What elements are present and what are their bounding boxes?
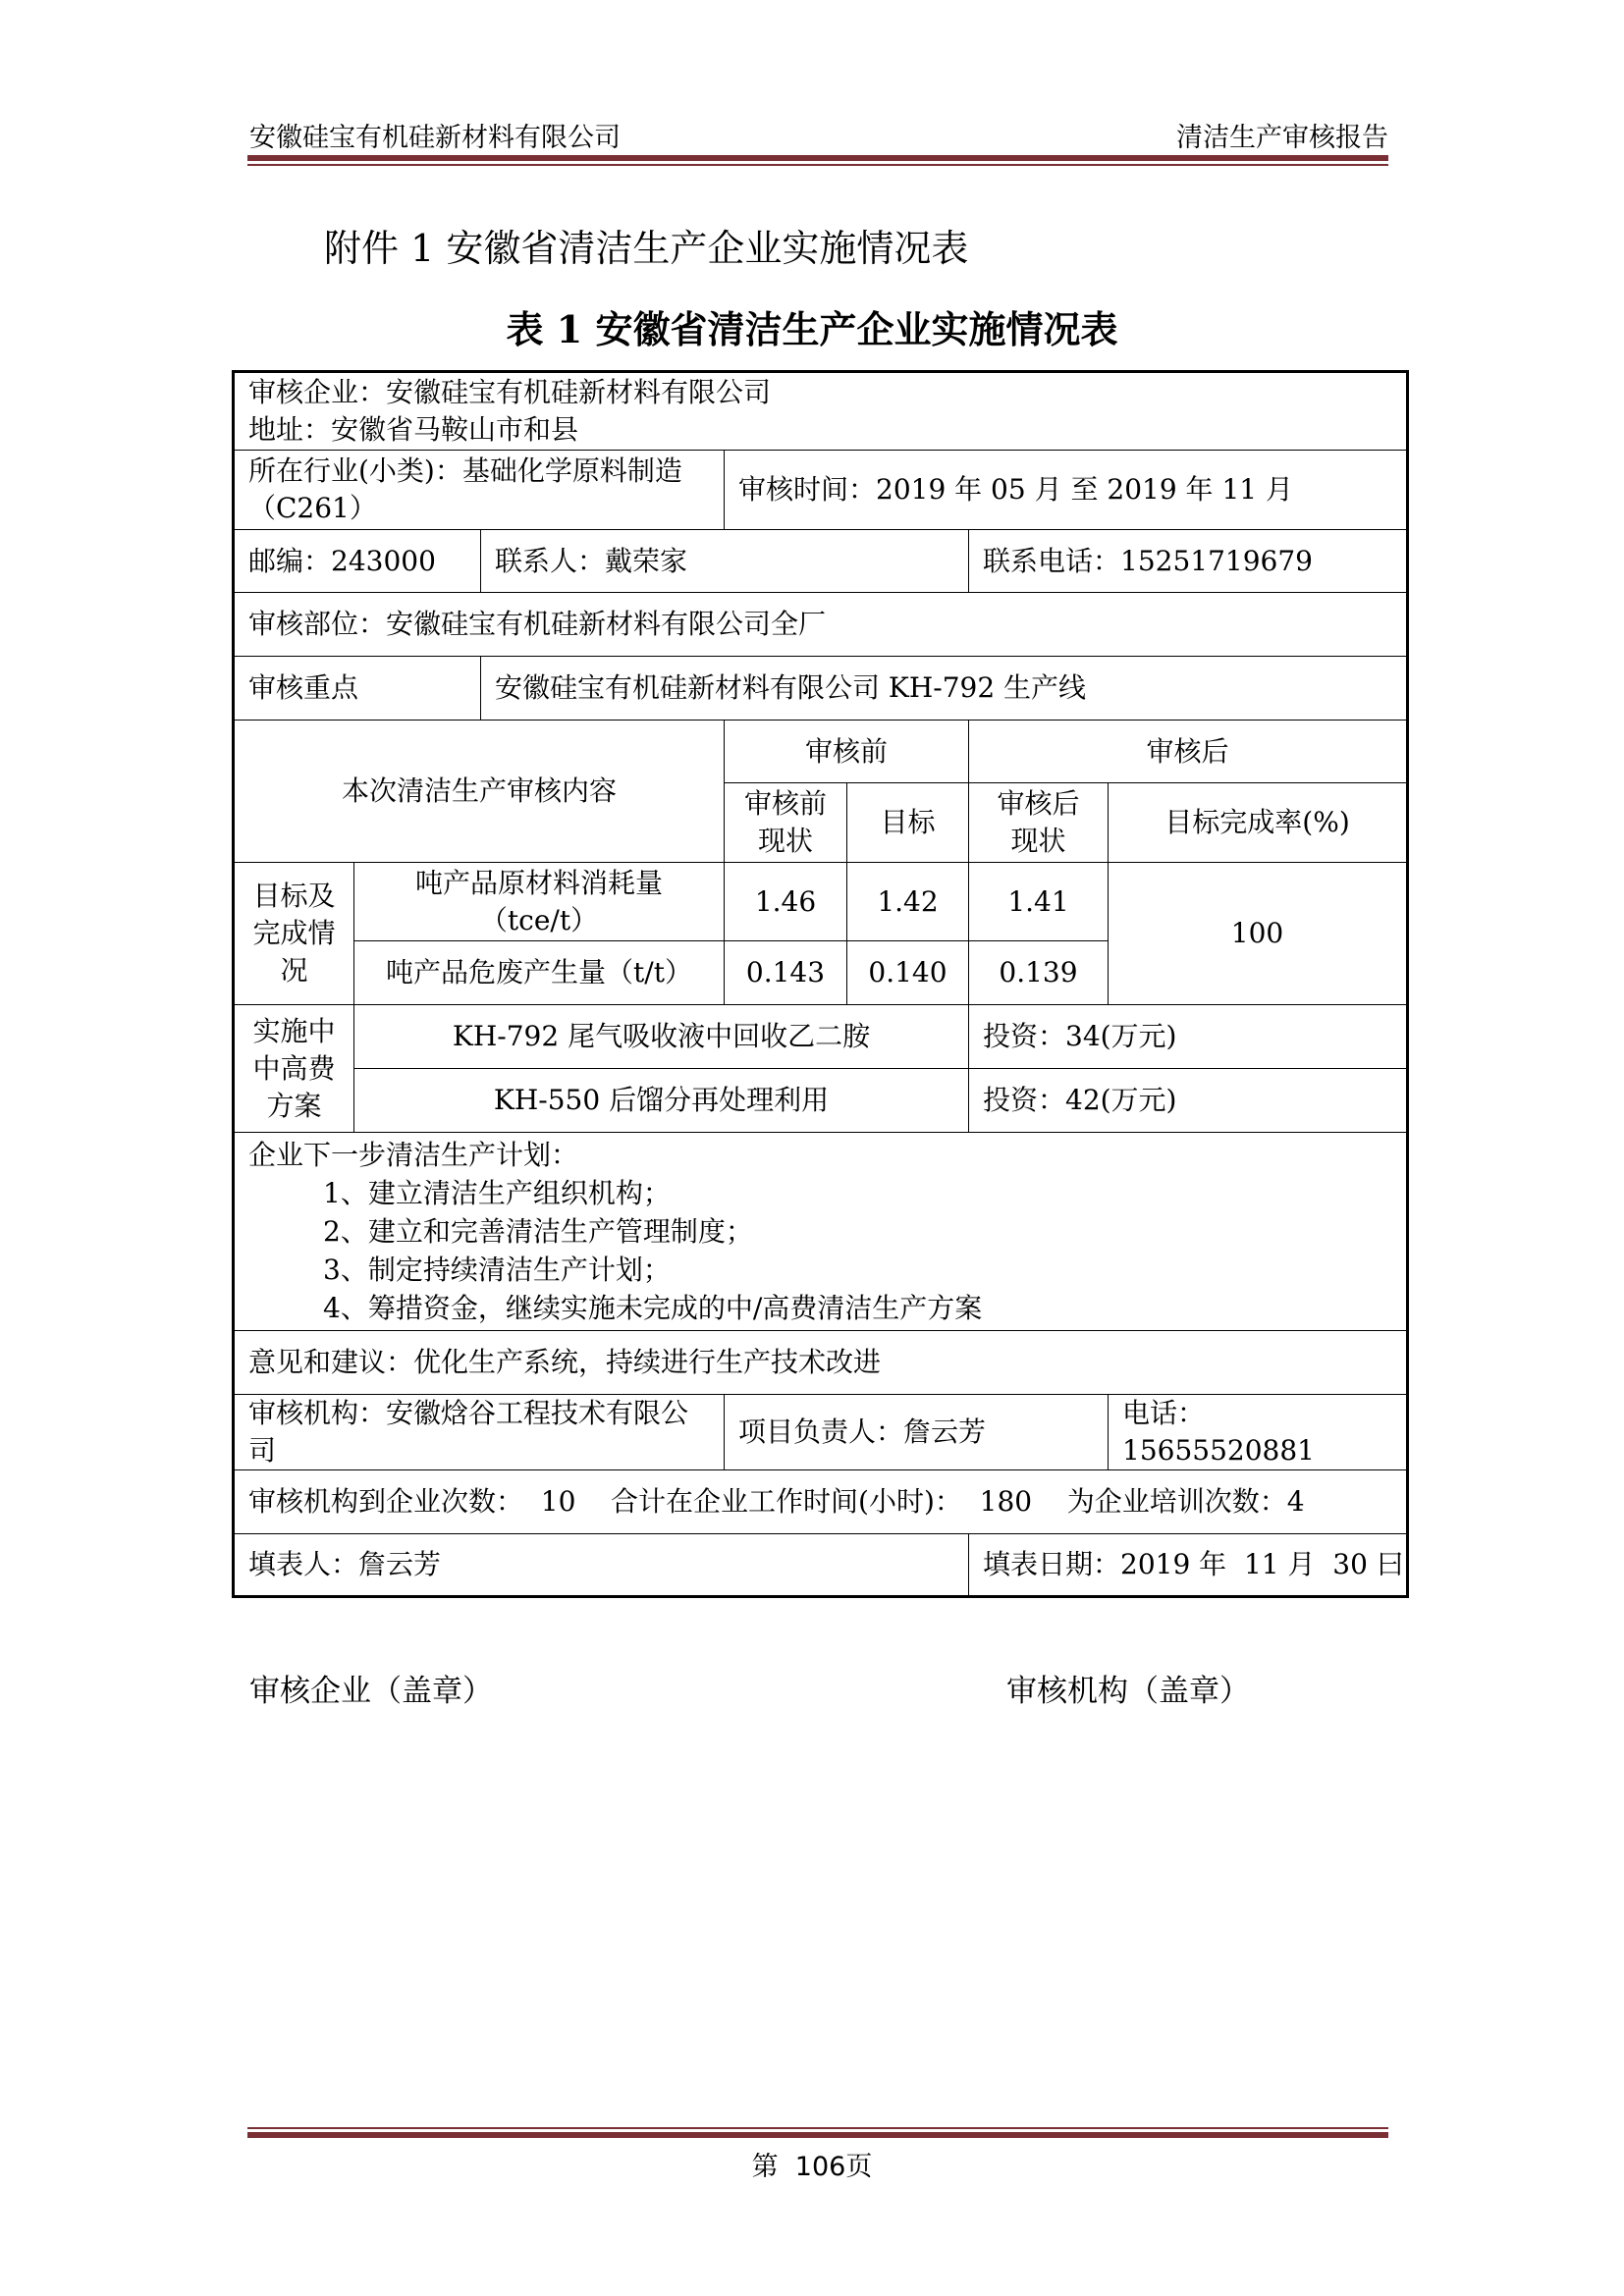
indicator-1-after: 1.41 <box>969 863 1109 941</box>
table-title: 表 1 安徽省清洁生产企业实施情况表 <box>506 307 1118 351</box>
enterprise-address: 地址：安徽省马鞍山市和县 <box>248 413 579 446</box>
page-number: 第 106页 <box>751 2152 873 2182</box>
implementation-table <box>232 370 1409 1598</box>
indicator-2-target: 0.140 <box>847 941 969 1005</box>
after-status-label: 审核后 现状 <box>969 783 1109 863</box>
visit-stats: 审核机构到企业次数： 10 合计在企业工作时间(小时)： 180 为企业培训次数：4 <box>234 1470 1408 1534</box>
contact-phone: 联系电话：15251719679 <box>969 530 1408 593</box>
header-rule-thin <box>247 164 1388 166</box>
fill-date: 填表日期：2019 年 11 月 30 曰 <box>969 1534 1408 1597</box>
plan-2-investment: 投资：42(万元) <box>969 1069 1408 1133</box>
row-enterprise <box>234 372 1408 451</box>
before-status-label: 审核前 现状 <box>725 783 847 863</box>
before-label: 审核前 <box>725 721 969 783</box>
next-plan-item: 4、筹措资金，继续实施未完成的中/高费清洁生产方案 <box>323 1292 983 1324</box>
indicator-2-before: 0.143 <box>725 941 847 1005</box>
row-plan-2 <box>234 1069 1408 1133</box>
enterprise-name: 审核企业：安徽硅宝有机硅新材料有限公司 <box>248 376 772 408</box>
audit-time: 审核时间：2019 年 05 月 至 2019 年 11 月 <box>725 451 1408 530</box>
next-plan-item: 2、建立和完善清洁生产管理制度； <box>323 1215 753 1248</box>
enterprise-cell <box>234 372 1408 451</box>
appendix-title: 附件 1 安徽省清洁生产企业实施情况表 <box>324 227 969 270</box>
audit-dept: 审核部位：安徽硅宝有机硅新材料有限公司全厂 <box>234 593 1408 657</box>
next-plan-item: 3、制定持续清洁生产计划； <box>323 1254 671 1286</box>
next-plan-title: 企业下一步清洁生产计划： <box>248 1139 579 1171</box>
row-agency <box>234 1395 1408 1470</box>
plan-2-name: KH-550 后馏分再处理利用 <box>354 1069 969 1133</box>
agency-phone: 电话：15655520881 <box>1109 1395 1408 1470</box>
implementation-label: 实施中 中高费 方案 <box>234 1005 354 1133</box>
focus-label: 审核重点 <box>234 657 481 721</box>
footer-rule-thick <box>247 2132 1388 2138</box>
industry-line2: （C261） <box>248 492 377 524</box>
industry-cell <box>234 451 725 530</box>
completion-rate: 100 <box>1109 863 1408 1005</box>
filler: 填表人：詹云芳 <box>234 1534 969 1597</box>
next-plan <box>234 1133 1408 1331</box>
header-company: 安徽硅宝有机硅新材料有限公司 <box>249 123 621 153</box>
indicator-2-after: 0.139 <box>969 941 1109 1005</box>
header-rule-thick <box>247 155 1388 161</box>
row-opinion <box>234 1331 1408 1395</box>
row-dept <box>234 593 1408 657</box>
row-content-head <box>234 721 1408 783</box>
target-label: 目标 <box>847 783 969 863</box>
opinion: 意见和建议：优化生产系统，持续进行生产技术改进 <box>234 1331 1408 1395</box>
row-focus <box>234 657 1408 721</box>
after-label: 审核后 <box>969 721 1408 783</box>
row-filler <box>234 1534 1408 1597</box>
next-plan-item: 1、建立清洁生产组织机构； <box>323 1177 671 1209</box>
row-visits <box>234 1470 1408 1534</box>
rate-label: 目标完成率(%) <box>1109 783 1408 863</box>
indicator-1-target: 1.42 <box>847 863 969 941</box>
content-label: 本次清洁生产审核内容 <box>234 721 725 863</box>
enterprise-stamp-label: 审核企业（盖章） <box>249 1674 493 1709</box>
industry-line1: 所在行业(小类)：基础化学原料制造 <box>248 454 682 487</box>
agency-stamp-label: 审核机构（盖章） <box>1006 1674 1250 1709</box>
row-next-plan <box>234 1133 1408 1331</box>
row-indicator-1 <box>234 863 1408 941</box>
focus-value: 安徽硅宝有机硅新材料有限公司 KH-792 生产线 <box>481 657 1408 721</box>
footer-rule-thin <box>247 2127 1388 2129</box>
row-plan-1 <box>234 1005 1408 1069</box>
agency-name: 审核机构：安徽焓谷工程技术有限公司 <box>234 1395 725 1470</box>
row-contact <box>234 530 1408 593</box>
indicator-2-name: 吨产品危废产生量（t/t） <box>354 941 725 1005</box>
indicator-1-before: 1.46 <box>725 863 847 941</box>
project-lead: 项目负责人：詹云芳 <box>725 1395 1109 1470</box>
indicator-1-name: 吨产品原材料消耗量 （tce/t） <box>354 863 725 941</box>
header-report-title: 清洁生产审核报告 <box>1176 123 1388 153</box>
postcode: 邮编：243000 <box>234 530 481 593</box>
plan-1-investment: 投资：34(万元) <box>969 1005 1408 1069</box>
contact-person: 联系人：戴荣家 <box>481 530 969 593</box>
goal-label: 目标及 完成情 况 <box>234 863 354 1005</box>
row-industry <box>234 451 1408 530</box>
plan-1-name: KH-792 尾气吸收液中回收乙二胺 <box>354 1005 969 1069</box>
